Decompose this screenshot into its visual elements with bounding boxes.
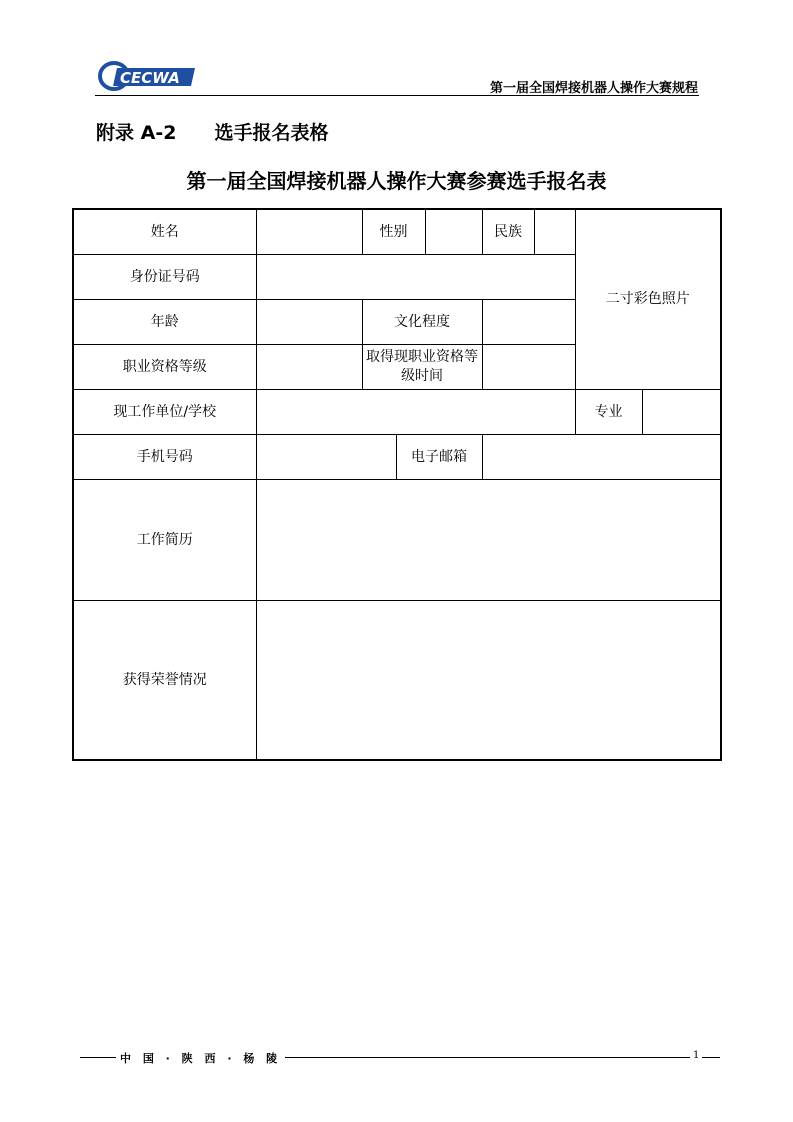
name-label: 姓名: [73, 209, 256, 254]
appendix-heading: [96, 118, 328, 145]
name-field[interactable]: [256, 209, 362, 254]
qualification-time-text: 取得现职业资格等级时间: [366, 348, 478, 384]
workplace-field[interactable]: [256, 389, 575, 434]
logo-text: CECWA: [120, 69, 180, 87]
qualification-field[interactable]: [256, 344, 362, 389]
footer-location: 中 国 · 陕 西 · 杨 陵: [116, 1050, 285, 1066]
honors-field[interactable]: [256, 600, 721, 760]
honors-label: 获得荣誉情况: [73, 600, 256, 760]
appendix-title: 选手报名表格: [214, 122, 329, 144]
education-label: 文化程度: [362, 299, 482, 344]
major-field[interactable]: [642, 389, 721, 434]
qualification-label: 职业资格等级: [73, 344, 256, 389]
page-number: 1: [690, 1050, 702, 1061]
header-title: 第一届全国焊接机器人操作大赛规程: [489, 81, 698, 96]
phone-label: 手机号码: [73, 434, 256, 479]
resume-field[interactable]: [256, 479, 721, 600]
registration-form-table: [72, 208, 722, 761]
education-field[interactable]: [482, 299, 575, 344]
cecwa-logo: [97, 60, 197, 92]
id-number-label: 身份证号码: [73, 254, 256, 299]
email-field[interactable]: [482, 434, 721, 479]
ethnicity-label: 民族: [482, 209, 534, 254]
gender-field[interactable]: [425, 209, 482, 254]
appendix-label: 附录 A-2: [96, 122, 177, 144]
header-divider: [95, 95, 699, 96]
major-label: 专业: [575, 389, 642, 434]
phone-field[interactable]: [256, 434, 396, 479]
email-label: 电子邮箱: [396, 434, 482, 479]
photo-box[interactable]: 二寸彩色照片: [575, 209, 721, 389]
workplace-label: 现工作单位/学校: [73, 389, 256, 434]
form-title: 第一届全国焊接机器人操作大赛参赛选手报名表: [186, 169, 607, 193]
resume-label: 工作简历: [73, 479, 256, 600]
age-label: 年龄: [73, 299, 256, 344]
qualification-time-label: [362, 344, 482, 389]
qualification-time-field[interactable]: [482, 344, 575, 389]
age-field[interactable]: [256, 299, 362, 344]
id-number-field[interactable]: [256, 254, 575, 299]
ethnicity-field[interactable]: [534, 209, 575, 254]
gender-label: 性别: [362, 209, 425, 254]
